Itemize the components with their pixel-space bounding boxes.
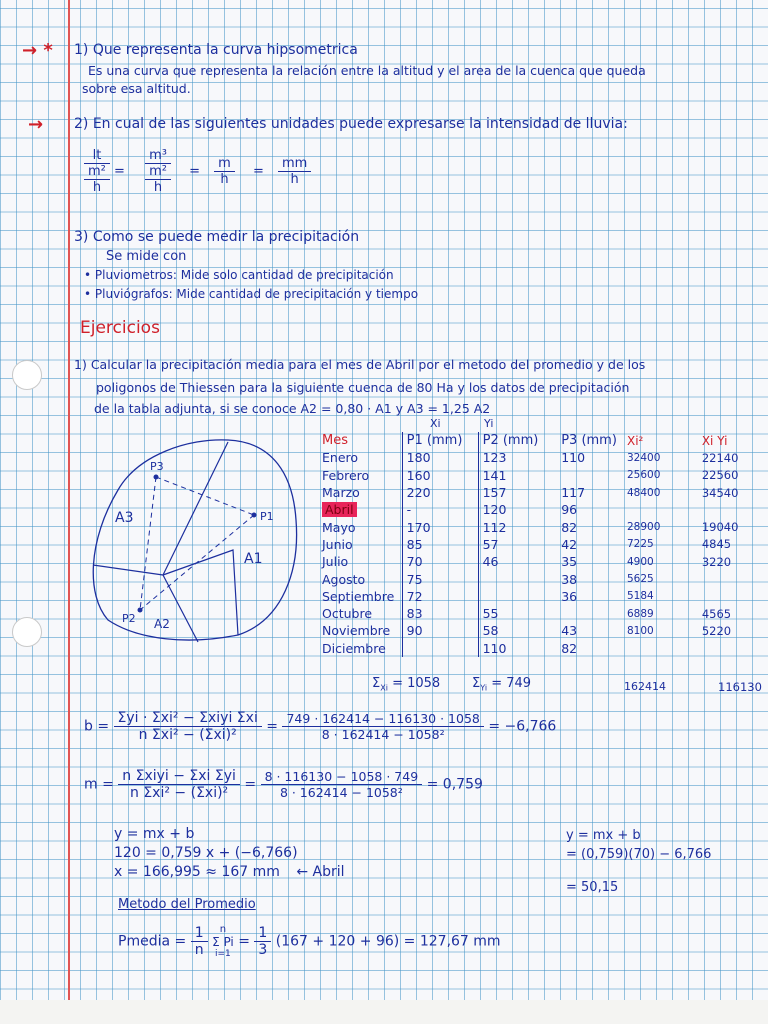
cell-xy: 22140 — [701, 450, 739, 465]
label-a3: A3 — [115, 510, 134, 526]
header-p3: P3 (mm) — [561, 433, 617, 449]
table-row — [318, 501, 768, 518]
unit-m-h — [214, 156, 235, 187]
cell-p2: 123 — [478, 449, 557, 466]
cell-mes: Julio — [322, 554, 349, 570]
thiessen-polygon-lines — [93, 442, 238, 642]
unit-mm-h — [278, 156, 311, 187]
cell-p1: 170 — [402, 518, 478, 535]
pm-sum-text: Σ Pi — [212, 935, 234, 949]
q2-units — [84, 148, 311, 195]
cell-x2: 25600 — [627, 469, 661, 482]
eq-sign: = — [189, 164, 200, 179]
thiessen-diagram — [78, 430, 308, 650]
table-row — [318, 536, 768, 553]
cell-p1: 72 — [402, 588, 478, 605]
cell-p1: - — [402, 501, 478, 518]
cell-x2: 6889 — [627, 607, 654, 620]
col-tag-y: Yi — [484, 417, 494, 430]
sum-y — [472, 676, 531, 693]
cell-p1: 90 — [402, 622, 478, 639]
b-result: = −6,766 — [488, 718, 557, 735]
formula-b — [84, 710, 556, 743]
ex1-line1 — [74, 357, 645, 372]
cell-x2: 5625 — [627, 573, 654, 586]
cell-p1 — [402, 640, 478, 657]
header-x2: Xi² — [627, 433, 644, 448]
ex1-line3: de la tabla adjunta, si se conoce A2 = 0,80 · A1 y A3 = 1,25 A2 — [94, 401, 491, 416]
table-row — [318, 518, 768, 535]
cell-x2: 7225 — [627, 538, 654, 551]
side-eq1: y = mx + b — [566, 828, 641, 843]
q2-title-text: En cual de las siguientes unidades puede expresarse la intensidad de lluvia: — [92, 116, 628, 132]
unit2-num: m³ — [145, 148, 171, 164]
binder-hole — [12, 360, 42, 390]
b-den2: 8 · 162414 − 1058² — [321, 727, 445, 742]
pm-one-over-three — [254, 925, 271, 958]
eq-line2: 120 = 0,759 x + (−6,766) — [114, 845, 298, 861]
table-row — [318, 640, 768, 657]
eq-line1: y = mx + b — [114, 826, 195, 842]
header-mes: Mes — [322, 433, 348, 449]
cell-p3: 117 — [561, 485, 586, 501]
cell-p3: 42 — [561, 536, 578, 552]
margin-line — [68, 0, 70, 1000]
cell-mes: Marzo — [322, 485, 360, 501]
cell-xy: 34540 — [701, 485, 739, 500]
station-p1 — [252, 513, 257, 518]
q1-answer-line1: Es una curva que representa la relación entre la altitud y el area de la cuenca que queda — [88, 63, 646, 78]
q3-bullet2: • Pluviógrafos: Mide cantidad de precipitación y tiempo — [84, 287, 419, 301]
cell-mes: Noviembre — [322, 623, 391, 639]
formula-pmedia — [118, 924, 501, 959]
cell-mes: Agosto — [322, 571, 366, 587]
cell-x2 — [623, 501, 698, 518]
table-header-row — [318, 432, 768, 449]
cell-xy: 19040 — [701, 520, 739, 535]
unit3-num: m — [214, 156, 235, 172]
cell-p3 — [557, 605, 623, 622]
side-eq2: = (0,759)(70) − 6,766 — [566, 847, 712, 862]
cell-mes: Octubre — [322, 606, 373, 622]
m-num: n Σxiyi − Σxi Σyi — [118, 768, 240, 785]
pm-three: 3 — [258, 942, 268, 958]
header-p1: P1 (mm) — [402, 432, 478, 449]
station-connector-lines — [140, 477, 254, 610]
b-eq: = — [266, 718, 279, 735]
b-general-fraction — [114, 710, 262, 743]
cell-p2: 141 — [478, 467, 557, 484]
table-row — [318, 605, 768, 622]
eq-sign: = — [252, 164, 264, 179]
table-row — [318, 622, 768, 639]
table-row — [318, 570, 768, 587]
sum-y-sub: Yi — [480, 683, 488, 693]
cell-mes: Diciembre — [322, 640, 386, 656]
sum-x — [372, 676, 440, 693]
q1-title-text: Que representa la curva hipsometrica — [92, 42, 358, 58]
q3-number: 3) — [74, 229, 89, 245]
cell-xy — [698, 640, 768, 657]
cell-p3: 38 — [561, 571, 578, 587]
unit4-num: mm — [278, 156, 311, 172]
cell-x2: 8100 — [627, 624, 654, 637]
q1-number: 1) — [74, 42, 89, 58]
cell-p1: 70 — [402, 553, 478, 570]
unit1-den1: m² — [84, 164, 110, 180]
cell-x2: 28900 — [627, 521, 661, 534]
cell-xy: 3220 — [701, 554, 732, 569]
ex1-number: 1) — [74, 357, 87, 372]
cell-p2 — [478, 570, 557, 587]
b-den: n Σxi² − (Σxi)² — [138, 727, 237, 743]
b-lhs: b = — [84, 718, 110, 735]
cell-p2: 112 — [478, 518, 557, 535]
cell-p2: 58 — [478, 622, 557, 639]
cell-xy: 22560 — [701, 468, 739, 483]
table-row — [318, 553, 768, 570]
cell-p3: 96 — [561, 502, 578, 518]
eq-line3-text: x = 166,995 ≈ 167 mm — [114, 864, 280, 880]
pm-lhs: Pmedia = — [118, 933, 187, 950]
unit3-den: h — [220, 172, 229, 187]
header-p2: P2 (mm) — [478, 432, 557, 449]
unit-m3-m2-h — [145, 148, 171, 195]
precipitation-table — [318, 432, 768, 657]
sum-y-value: = 749 — [491, 676, 532, 691]
pm-one-over-n — [191, 925, 208, 958]
header-xy: Xi Yi — [701, 433, 728, 448]
eq-line3 — [114, 864, 345, 880]
sum-x-symbol: Σ — [372, 676, 381, 691]
cell-xy — [698, 570, 768, 587]
ex1-line2: poligonos de Thiessen para la siguiente cuenca de 80 Ha y los datos de precipitación — [96, 380, 630, 395]
table-row — [318, 588, 768, 605]
m-num2: 8 · 116130 − 1058 · 749 — [261, 769, 423, 785]
pm-sum-top: n — [219, 924, 227, 935]
sum-x-value: = 1058 — [392, 676, 441, 691]
table-row — [318, 484, 768, 501]
m-general-fraction — [118, 768, 240, 801]
sum-x2: 162414 — [624, 680, 666, 693]
unit1-den2: h — [92, 180, 102, 195]
cell-x2: 32400 — [627, 451, 661, 464]
pm-sum — [212, 924, 234, 959]
cell-x2: 4900 — [627, 555, 654, 568]
side-eq3: = 50,15 — [566, 880, 619, 895]
cell-mes: Junio — [322, 536, 353, 552]
q3-title-text: Como se puede medir la precipitación — [92, 229, 360, 245]
cell-p2: 157 — [478, 484, 557, 501]
q1-answer-line2: sobre esa altitud. — [82, 81, 191, 96]
cell-p1: 220 — [402, 484, 478, 501]
pm-one: 1 — [191, 925, 208, 942]
b-numeric-fraction — [282, 711, 483, 742]
cell-p3: 82 — [561, 519, 578, 535]
m-den2: 8 · 162414 − 1058² — [279, 785, 403, 800]
sum-y-symbol: Σ — [472, 676, 481, 691]
cell-p2 — [478, 588, 557, 605]
label-a2: A2 — [154, 617, 170, 631]
cell-mes: Enero — [322, 450, 359, 466]
cell-p2: 57 — [478, 536, 557, 553]
cell-p1: 83 — [402, 605, 478, 622]
cell-p3: 82 — [561, 640, 578, 656]
eq-sign: = — [114, 164, 125, 179]
label-p2: P2 — [122, 612, 136, 625]
cell-p3: 35 — [561, 554, 578, 570]
col-tag-x: Xi — [430, 417, 441, 430]
cell-mes: Septiembre — [322, 588, 395, 604]
formula-m — [84, 768, 483, 801]
m-den: n Σxi² − (Σxi)² — [130, 785, 229, 801]
cell-x2: 48400 — [627, 486, 661, 499]
pm-result: (167 + 120 + 96) = 127,67 mm — [275, 933, 501, 950]
cell-p1: 160 — [402, 467, 478, 484]
unit1-num: lt — [84, 148, 110, 164]
cell-xy — [698, 588, 768, 605]
cell-mes: Febrero — [322, 467, 370, 483]
cell-x2: 5184 — [627, 590, 654, 603]
m-numeric-fraction — [261, 769, 423, 800]
cell-p3 — [557, 467, 623, 484]
ejercicios-heading: Ejercicios — [80, 318, 160, 338]
abril-arrow-label: ← Abril — [296, 864, 345, 880]
cell-p1: 85 — [402, 536, 478, 553]
cell-p1: 75 — [402, 570, 478, 587]
q2-title — [74, 116, 628, 132]
unit2-den2: h — [153, 180, 163, 195]
m-eq: = — [244, 776, 257, 793]
margin-mark-q1: → * — [22, 40, 53, 61]
binder-hole — [12, 617, 42, 647]
cell-p2: 55 — [478, 605, 557, 622]
q1-title — [74, 42, 358, 58]
cell-mes: Mayo — [322, 519, 356, 535]
m-result: = 0,759 — [426, 776, 483, 793]
cell-x2 — [623, 640, 698, 657]
label-a1: A1 — [244, 551, 263, 567]
cell-xy — [698, 501, 768, 518]
sum-x-sub: Xi — [380, 683, 388, 693]
highlighted-month-abril: Abril — [322, 502, 357, 517]
q3-bullet1: • Pluviometros: Mide solo cantidad de precipitación — [84, 268, 394, 282]
cell-xy: 5220 — [701, 623, 732, 638]
metodo-heading: Metodo del Promedio — [118, 897, 256, 912]
table-row — [318, 467, 768, 484]
ex1-line1-text: Calcular la precipitación media para el mes de Abril por el metodo del promedio y de los — [90, 357, 646, 372]
station-p2 — [138, 608, 143, 613]
pm-one: 1 — [254, 925, 271, 942]
station-p3 — [154, 475, 159, 480]
unit4-den: h — [290, 172, 299, 187]
cell-xy: 4845 — [701, 537, 732, 552]
cell-p2: 110 — [478, 640, 557, 657]
q3-line1: Se mide con — [106, 249, 187, 264]
b-num: Σyi · Σxi² − Σxiyi Σxi — [114, 710, 262, 727]
cell-p1: 180 — [402, 449, 478, 466]
cell-p3: 36 — [561, 588, 578, 604]
margin-mark-q2: → — [28, 114, 44, 135]
label-p3: P3 — [150, 460, 164, 473]
b-num2: 749 · 162414 − 116130 · 1058 — [282, 711, 483, 727]
cell-mes — [318, 501, 402, 518]
unit2-den1: m² — [145, 164, 171, 180]
q3-title — [74, 229, 359, 245]
unit-lt-m2-h — [84, 148, 110, 195]
cell-p3: 43 — [561, 623, 578, 639]
cell-p2: 46 — [478, 553, 557, 570]
label-p1: P1 — [260, 510, 274, 523]
pm-sum-bottom: i=1 — [215, 949, 231, 959]
basin-outline — [93, 440, 296, 640]
q2-number: 2) — [74, 116, 89, 132]
sum-xy: 116130 — [718, 680, 762, 694]
table-row — [318, 449, 768, 466]
pm-eq: = — [238, 933, 250, 950]
cell-xy: 4565 — [701, 606, 732, 621]
cell-p3: 110 — [561, 450, 586, 466]
m-lhs: m = — [84, 776, 114, 793]
cell-p2: 120 — [478, 501, 557, 518]
pm-n: n — [194, 942, 204, 958]
